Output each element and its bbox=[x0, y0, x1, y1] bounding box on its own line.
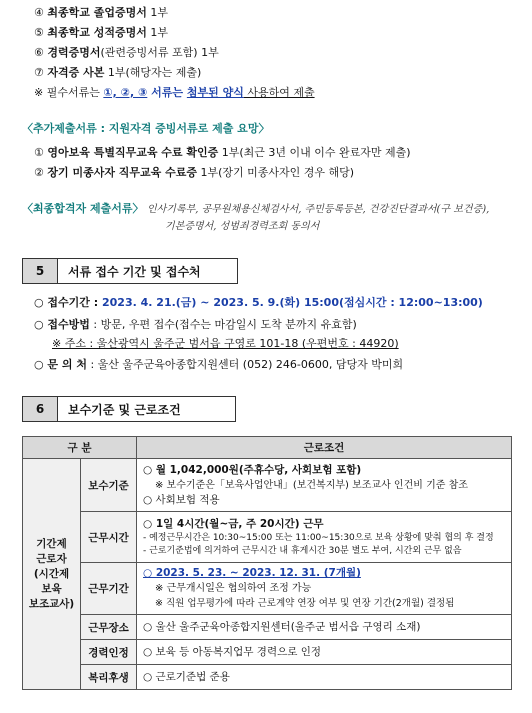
table-row bbox=[23, 640, 512, 665]
section-number: 5 bbox=[23, 259, 58, 283]
table-row bbox=[23, 459, 512, 512]
extension-note: ※ 직원 업무평가에 따라 근로계약 연장 여부 및 연장 기간(2개월) 결정됨 bbox=[155, 598, 455, 609]
doc-item-detail: 1부 bbox=[146, 26, 168, 39]
additional-docs-header: 〈추가제출서류 : 지원자격 증빙서류로 제출 요망〉 bbox=[22, 122, 270, 135]
note-text: ※ 필수서류는 bbox=[34, 86, 104, 99]
doc-item-title: 영아보육 특별직무교육 수료 확인증 bbox=[47, 146, 219, 159]
pay-note: ※ 보수기준은「보육사업안내」(보건복지부) 보조교사 인건비 기준 참조 bbox=[155, 479, 468, 491]
row-label: 경력인정 bbox=[81, 640, 137, 665]
contact-value: : 울산 울주군육아종합지원센터 (052) 246-0600, 담당자 박미희 bbox=[86, 358, 404, 371]
note-circles: ①, ②, ③ bbox=[103, 86, 148, 99]
start-date-note: ※ 근무개시일은 협의하여 조정 가능 bbox=[155, 583, 312, 594]
final-docs-line2: 기본증명서, 성범죄경력조회 동의서 bbox=[165, 221, 320, 232]
method-label: ○ 접수방법 bbox=[34, 318, 90, 331]
row-content bbox=[137, 459, 512, 512]
required-docs-note bbox=[34, 86, 315, 100]
doc-item-title: 최종학교 졸업증명서 bbox=[47, 6, 147, 19]
doc-item-number: ② bbox=[34, 166, 44, 179]
additional-doc-1 bbox=[34, 146, 411, 160]
row-content bbox=[137, 563, 512, 615]
period-label: ○ 접수기간 : bbox=[34, 296, 102, 309]
doc-item-number: ① bbox=[34, 146, 44, 159]
doc-item-title: 장기 미종사자 직무교육 수료증 bbox=[47, 166, 198, 179]
reception-method bbox=[34, 318, 357, 332]
row-content: ○ 울산 울주군육아종합지원센터(울주군 범서읍 구영리 소재) bbox=[137, 615, 512, 640]
note-attached-form: 첨부된 양식 bbox=[186, 86, 244, 99]
row-content: ○ 보육 등 아동복지업무 경력으로 인정 bbox=[137, 640, 512, 665]
doc-item-4 bbox=[34, 6, 168, 20]
note-text: 서류는 bbox=[147, 86, 187, 99]
doc-item-detail: 1부(최근 3년 이내 이수 완료자만 제출) bbox=[218, 146, 411, 159]
doc-item-detail: 1부(해당자는 제출) bbox=[104, 66, 202, 79]
header-category: 구 분 bbox=[23, 437, 137, 459]
doc-item-number: ④ bbox=[34, 6, 44, 19]
pay-amount: ○ 월 1,042,000원(주휴수당, 사회보험 포함) bbox=[143, 463, 362, 476]
header-conditions: 근로조건 bbox=[137, 437, 512, 459]
section-6-header bbox=[22, 396, 236, 422]
reception-address: ※ 주소 : 울산광역시 울주군 범서읍 구영로 101-18 (우편번호 : 44920) bbox=[52, 337, 399, 350]
row-label: 근무장소 bbox=[81, 615, 137, 640]
row-content bbox=[137, 512, 512, 563]
table-row bbox=[23, 615, 512, 640]
table-row bbox=[23, 512, 512, 563]
final-docs-header: 〈최종합격자 제출서류〉 bbox=[22, 202, 144, 215]
work-hours: ○ 1일 4시간(월~금, 주 20시간) 근무 bbox=[143, 517, 324, 530]
table-row bbox=[23, 563, 512, 615]
work-hours-note: - 예정근무시간은 10:30~15:00 또는 11:00~15:30으로 보육 상황에 맞춰 협의 후 결정 bbox=[143, 532, 494, 543]
group-label: 기간제 근로자 (시간제 보육 보조교사) bbox=[23, 459, 81, 690]
table-row bbox=[23, 665, 512, 690]
contact-label: ○ 문 의 처 bbox=[34, 358, 87, 371]
row-label: 근무기간 bbox=[81, 563, 137, 615]
section-title: 보수기준 및 근로조건 bbox=[68, 402, 181, 417]
row-label: 근무시간 bbox=[81, 512, 137, 563]
row-label: 복리후생 bbox=[81, 665, 137, 690]
final-docs bbox=[22, 202, 489, 217]
doc-item-number: ⑦ bbox=[34, 66, 44, 79]
doc-item-number: ⑥ bbox=[34, 46, 44, 59]
doc-item-title: 최종학교 성적증명서 bbox=[47, 26, 147, 39]
working-conditions-table bbox=[22, 436, 512, 690]
doc-item-6 bbox=[34, 46, 219, 60]
additional-doc-2 bbox=[34, 166, 354, 180]
section-5-header bbox=[22, 258, 238, 284]
section-title: 서류 접수 기간 및 접수처 bbox=[68, 264, 201, 279]
row-label: 보수기준 bbox=[81, 459, 137, 512]
doc-item-detail: 1부 bbox=[146, 6, 168, 19]
work-period: ○ 2023. 5. 23. ~ 2023. 12. 31. (7개월) bbox=[143, 567, 361, 579]
doc-item-number: ⑤ bbox=[34, 26, 44, 39]
row-content: ○ 근로기준법 준용 bbox=[137, 665, 512, 690]
section-number: 6 bbox=[23, 397, 58, 421]
doc-item-7 bbox=[34, 66, 201, 80]
doc-item-detail: (관련증빙서류 포함) 1부 bbox=[100, 46, 219, 59]
method-value: : 방문, 우편 접수(접수는 마감일시 도착 분까지 유효함) bbox=[89, 318, 357, 331]
doc-item-title: 경력증명서 bbox=[47, 46, 101, 59]
social-insurance: ○ 사회보험 적용 bbox=[143, 493, 220, 506]
reception-period bbox=[34, 296, 483, 310]
doc-item-5 bbox=[34, 26, 168, 40]
note-text: 사용하여 제출 bbox=[243, 86, 315, 99]
final-docs-line1: 인사기록부, 공무원채용신체검사서, 주민등록등본, 건강진단결과서(구 보건증), bbox=[146, 204, 490, 215]
doc-item-detail: 1부(장기 미종사자인 경우 해당) bbox=[197, 166, 355, 179]
doc-item-title: 자격증 사본 bbox=[47, 66, 105, 79]
period-value: 2023. 4. 21.(금) ~ 2023. 5. 9.(화) 15:00(점심시간 : 12:00~13:00) bbox=[102, 296, 483, 309]
break-time-note: - 근로기준법에 의거하여 근무시간 내 휴게시간 30분 별도 부여, 시간외 근무 없음 bbox=[143, 545, 462, 556]
table-header-row bbox=[23, 437, 512, 459]
contact-info bbox=[34, 358, 403, 372]
